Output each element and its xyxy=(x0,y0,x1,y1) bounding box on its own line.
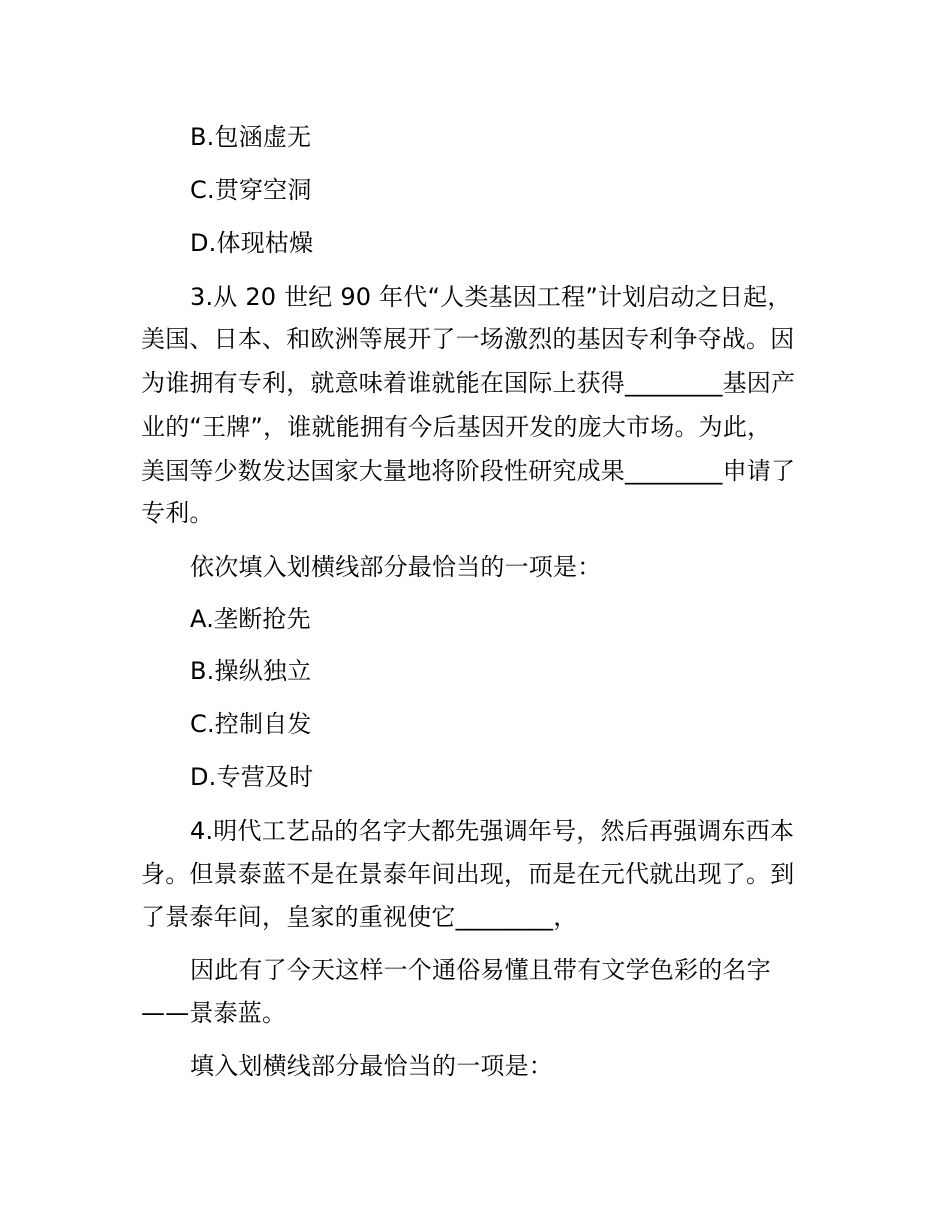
q4-line-3: 了景泰年间，皇家的重视使它________， xyxy=(141,903,578,931)
q4-line-5: ——景泰蓝。 xyxy=(141,999,287,1027)
q3-line-5: 美国等少数发达国家大量地将阶段性研究成果________申请了 xyxy=(141,457,796,485)
q3-option-b: B.操纵独立 xyxy=(190,657,312,685)
q4-prompt: 填入划横线部分最恰当的一项是： xyxy=(190,1052,553,1080)
q2-option-c: C.贯穿空洞 xyxy=(190,176,312,204)
q3-option-d: D.专营及时 xyxy=(190,763,314,791)
q3-option-a: A.垄断抢先 xyxy=(190,605,311,633)
q4-line-1: 4.明代工艺品的名字大都先强调年号，然后再强调东西本 xyxy=(190,817,795,845)
q3-line-1: 3.从 20 世纪 90 年代“人类基因工程”计划启动之日起， xyxy=(190,283,792,311)
q4-line-4: 因此有了今天这样一个通俗易懂且带有文学色彩的名字 xyxy=(190,956,771,984)
q2-option-d: D.体现枯燥 xyxy=(190,229,314,257)
q3-line-6: 专利。 xyxy=(141,499,214,527)
q3-option-c: C.控制自发 xyxy=(190,710,312,738)
q3-line-2: 美国、日本、和欧洲等展开了一场激烈的基因专利争夺战。因 xyxy=(141,325,795,353)
q3-prompt: 依次填入划横线部分最恰当的一项是： xyxy=(190,553,602,581)
q3-line-3: 为谁拥有专利，就意味着谁就能在国际上获得________基因产 xyxy=(141,369,796,397)
q2-option-b: B.包涵虚无 xyxy=(190,123,312,151)
q4-line-2: 身。但景泰蓝不是在景泰年间出现，而是在元代就出现了。到 xyxy=(141,860,795,888)
q3-line-4: 业的“王牌”，谁就能拥有今后基因开发的庞大市场。为此， xyxy=(141,413,772,441)
